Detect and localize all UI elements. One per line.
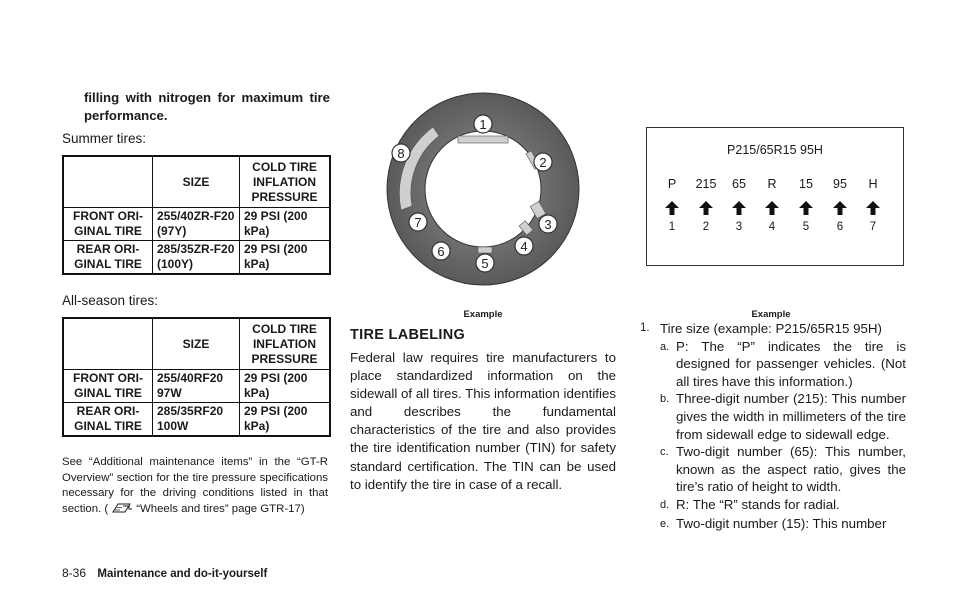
tire-position-cell: FRONT ORI-GINAL TIRE bbox=[63, 208, 153, 241]
tire-figure-caption: Example bbox=[463, 309, 503, 320]
tire-size-part-index: 2 bbox=[702, 221, 710, 233]
sub-item-text: Two-digit number (65): This number, known as the aspect ratio, gives the tire’s ratio of height to width. bbox=[676, 444, 906, 495]
tire-size-code: P215/65R15 95H bbox=[727, 143, 823, 157]
tire-size-part-index: 5 bbox=[802, 221, 810, 233]
tire-size-cell: 255/40RF20 97W bbox=[153, 370, 240, 403]
table-row bbox=[63, 370, 330, 403]
section-name: Maintenance and do-it-yourself bbox=[97, 568, 268, 580]
header-cell-pressure: COLD TIRE INFLATION PRESSURE bbox=[240, 318, 331, 370]
section-heading: TIRE LABELING bbox=[350, 327, 466, 343]
note-text: See “Additional maintenance items” in the “GT-R Overview” section for the tire pressure specifications necessary for the driving conditions listed in that section. ( bbox=[62, 456, 328, 515]
all-season-tires-label: All-season tires: bbox=[62, 293, 159, 308]
sub-item-c bbox=[660, 443, 906, 496]
tire-pressure-cell: 29 PSI (200 kPa) bbox=[240, 241, 331, 275]
table-row bbox=[63, 241, 330, 275]
size-figure-caption: Example bbox=[751, 309, 791, 320]
up-arrow-icon bbox=[833, 201, 847, 215]
tire-position-cell: FRONT ORI-GINAL TIRE bbox=[63, 370, 153, 403]
sub-item-letter: d. bbox=[660, 498, 670, 511]
header-cell bbox=[63, 318, 153, 370]
sub-item-text: Three-digit number (215): This number gives the width in millimeters of the tire from sidewall edge to sidewall edge. bbox=[676, 391, 906, 442]
note-text-tail: “Wheels and tires” page GTR-17) bbox=[136, 502, 305, 515]
sub-item-text: P: The “P” indicates the tire is designed for passenger vehicles. (Not all tires have this information.) bbox=[676, 338, 906, 389]
sub-item-text: Two-digit number (15): This number bbox=[676, 515, 887, 531]
sub-item-e bbox=[660, 515, 906, 534]
tire-position-cell: REAR ORI-GINAL TIRE bbox=[63, 403, 153, 437]
sub-item-letter: e. bbox=[660, 517, 670, 530]
tire-size-part-code: H bbox=[868, 177, 878, 191]
table-row bbox=[63, 208, 330, 241]
up-arrow-icon bbox=[699, 201, 713, 215]
up-arrow-icon bbox=[765, 201, 779, 215]
table-row bbox=[63, 403, 330, 437]
tire-marker-1: 1 bbox=[479, 117, 487, 132]
page-number: 8-36 bbox=[62, 566, 87, 580]
up-arrow-icon bbox=[732, 201, 746, 215]
tire-size-part-code: 95 bbox=[833, 177, 847, 191]
tire-size-part-index: 4 bbox=[768, 221, 776, 233]
tire-pressure-cell: 29 PSI (200 kPa) bbox=[240, 370, 331, 403]
tire-size-list bbox=[640, 320, 906, 533]
tire-labeling-body: Federal law requires tire manufacturers to place standardized information on the sidewall of all tires. This information identifies and describes the fundamental characteristics of the tire and also provides the tire identification number (TIN) for safety standard certification. The TIN can be used to identify the tire in case of a recall. bbox=[350, 350, 616, 492]
tire-position-cell: REAR ORI-GINAL TIRE bbox=[63, 241, 153, 275]
tire-size-part-code: 65 bbox=[732, 177, 746, 191]
sub-item-b bbox=[660, 390, 906, 443]
sub-item-a bbox=[660, 338, 906, 391]
tire-sidewall-diagram bbox=[386, 92, 580, 286]
table-header-row bbox=[63, 156, 330, 208]
tire-marker-4: 4 bbox=[520, 239, 528, 254]
summer-tire-table bbox=[62, 155, 331, 275]
tire-size-part-index: 1 bbox=[668, 221, 676, 233]
tire-size-part-index: 6 bbox=[836, 221, 844, 233]
header-cell-size: SIZE bbox=[153, 156, 240, 208]
tire-size-part-index: 7 bbox=[869, 221, 877, 233]
tire-marker-7: 7 bbox=[414, 215, 422, 230]
header-cell-size: SIZE bbox=[153, 318, 240, 370]
reference-page-icon bbox=[110, 502, 134, 521]
tire-marker-3: 3 bbox=[544, 217, 552, 232]
up-arrow-icon bbox=[665, 201, 679, 215]
tire-size-example-box bbox=[646, 127, 904, 266]
tire-marker-8: 8 bbox=[397, 146, 405, 161]
tire-size-part-code: R bbox=[767, 177, 777, 191]
tire-size-cell: 285/35RF20 100W bbox=[153, 403, 240, 437]
tire-size-part-code: 215 bbox=[695, 177, 717, 191]
tire-marker-6: 6 bbox=[437, 244, 445, 259]
list-title: Tire size (example: P215/65R15 95H) bbox=[660, 321, 882, 336]
intro-text: filling with nitrogen for maximum tire performance. bbox=[84, 90, 330, 123]
tire-pressure-cell: 29 PSI (200 kPa) bbox=[240, 208, 331, 241]
sub-item-letter: b. bbox=[660, 393, 670, 406]
list-item bbox=[640, 320, 906, 338]
tire-size-part-code: 15 bbox=[799, 177, 813, 191]
sub-item-text: R: The “R” stands for radial. bbox=[676, 496, 840, 512]
all-season-tire-table bbox=[62, 317, 331, 437]
header-cell bbox=[63, 156, 153, 208]
tire-size-part-index: 3 bbox=[735, 221, 743, 233]
header-cell-pressure: COLD TIRE INFLATION PRESSURE bbox=[240, 156, 331, 208]
up-arrow-icon bbox=[866, 201, 880, 215]
list-number: 1. bbox=[640, 322, 650, 334]
tire-size-cell: 285/35ZR-F20 (100Y) bbox=[153, 241, 240, 275]
see-reference-note bbox=[62, 455, 328, 520]
page-footer bbox=[62, 566, 267, 580]
tire-size-cell: 255/40ZR-F20 (97Y) bbox=[153, 208, 240, 241]
tire-size-part-code: P bbox=[667, 177, 677, 191]
sub-item-letter: c. bbox=[660, 446, 669, 459]
tire-marker-5: 5 bbox=[481, 256, 489, 271]
summer-tires-label: Summer tires: bbox=[62, 131, 147, 146]
sub-item-letter: a. bbox=[660, 340, 670, 353]
tire-marker-2: 2 bbox=[539, 155, 547, 170]
sub-item-d bbox=[660, 496, 906, 515]
up-arrow-icon bbox=[799, 201, 813, 215]
table-header-row bbox=[63, 318, 330, 370]
tire-pressure-cell: 29 PSI (200 kPa) bbox=[240, 403, 331, 437]
